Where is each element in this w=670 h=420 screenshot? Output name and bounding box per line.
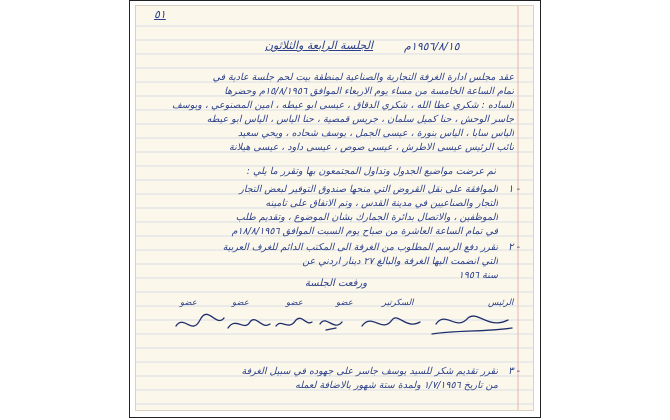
signature-block [136,296,534,346]
item-line: من تاريخ ١/٧/١٩٥٦ ولمدة ستة شهور بالاضافة لعمله [295,380,498,391]
paragraph-line: الياس سابا ، الياس بنورة ، عيسى الجمل ، يوسف شحاده ، ويحي سعيد [237,128,514,139]
session-title: الجلسة الرابعة والثلاثون [264,39,374,52]
item-number: ١ - [508,184,521,195]
item-line: الموظفين ، والاتصال بدائرة الجمارك بشأن الموضوع ، وتقديم طلب [235,212,498,223]
item-line: التجار والصناعيين في مدينة القدس ، وتم الاتفاق على تأمينه [265,198,498,209]
signature-label: عضو [336,298,353,308]
paragraph-line: جاسر الوحش ، حنا كميل سلمان ، جريس قمصية ، حنا الياس ، الياس ابو عيطه [206,114,514,125]
page-number: ٥١ [154,8,166,21]
agenda-intro: ثم عرضت مواضيع الجدول وتداول المجتمعون بها وتقرر ما يلي : [246,166,496,177]
item-line: تقرر دفع الرسم المطلوب من الغرفة الى المكتب الدائم للغرف العربية [222,242,498,253]
session-closing: ورفعت الجلسة [304,278,368,289]
item-line: سنة ١٩٥٦ [458,270,498,281]
paragraph-line: نائب الرئيس عيسى الاطرش ، عيسى صوص ، عيسى داود ، عيسى هيلانة [229,142,514,153]
signature-label: السكرتير [382,298,414,308]
item-line: التي انضمت اليها الغرفة والبالغ ٢٧ دينار اردني عن [302,256,498,267]
item-line: في تمام الساعة العاشرة من صباح يوم السبت الموافق ١٨/٨/١٩٥٦م [231,226,498,237]
paragraph-line: عقد مجلس ادارة الغرفة التجارية والصناعية لمنطقة بيت لحم جلسة عادية في [212,72,514,83]
signature-label: عضو [232,298,249,308]
item-number: ٣ - [508,366,521,377]
signature-label: عضو [286,298,303,308]
signature-label: الرئيس [488,298,514,308]
minutes-date: ١٩٥٦/٨/١٥م [404,40,460,53]
notebook-page [135,5,534,411]
item-line: الموافقة على نقل القروض التي منحها صندوق التوفير لبعض التجار [239,184,498,195]
scanned-page-frame [129,0,541,418]
paragraph-line: الساده : شكري عطا الله ، شكري الدقاق ، عيسى ابو عيطه ، امين المصنوعي ، ويوسف [171,100,514,111]
item-line: تقرر تقديم شكر للسيد يوسف جاسر على جهوده في سبيل الغرفة [241,366,498,377]
signature-label: عضو [180,298,197,308]
item-number: ٢ - [508,242,521,253]
handwritten-signatures [136,296,534,346]
paragraph-line: تمام الساعة الخامسة من مساء يوم الاربعاء الموافق ١٥/٨/١٩٥٦م وحضرها [224,86,514,97]
